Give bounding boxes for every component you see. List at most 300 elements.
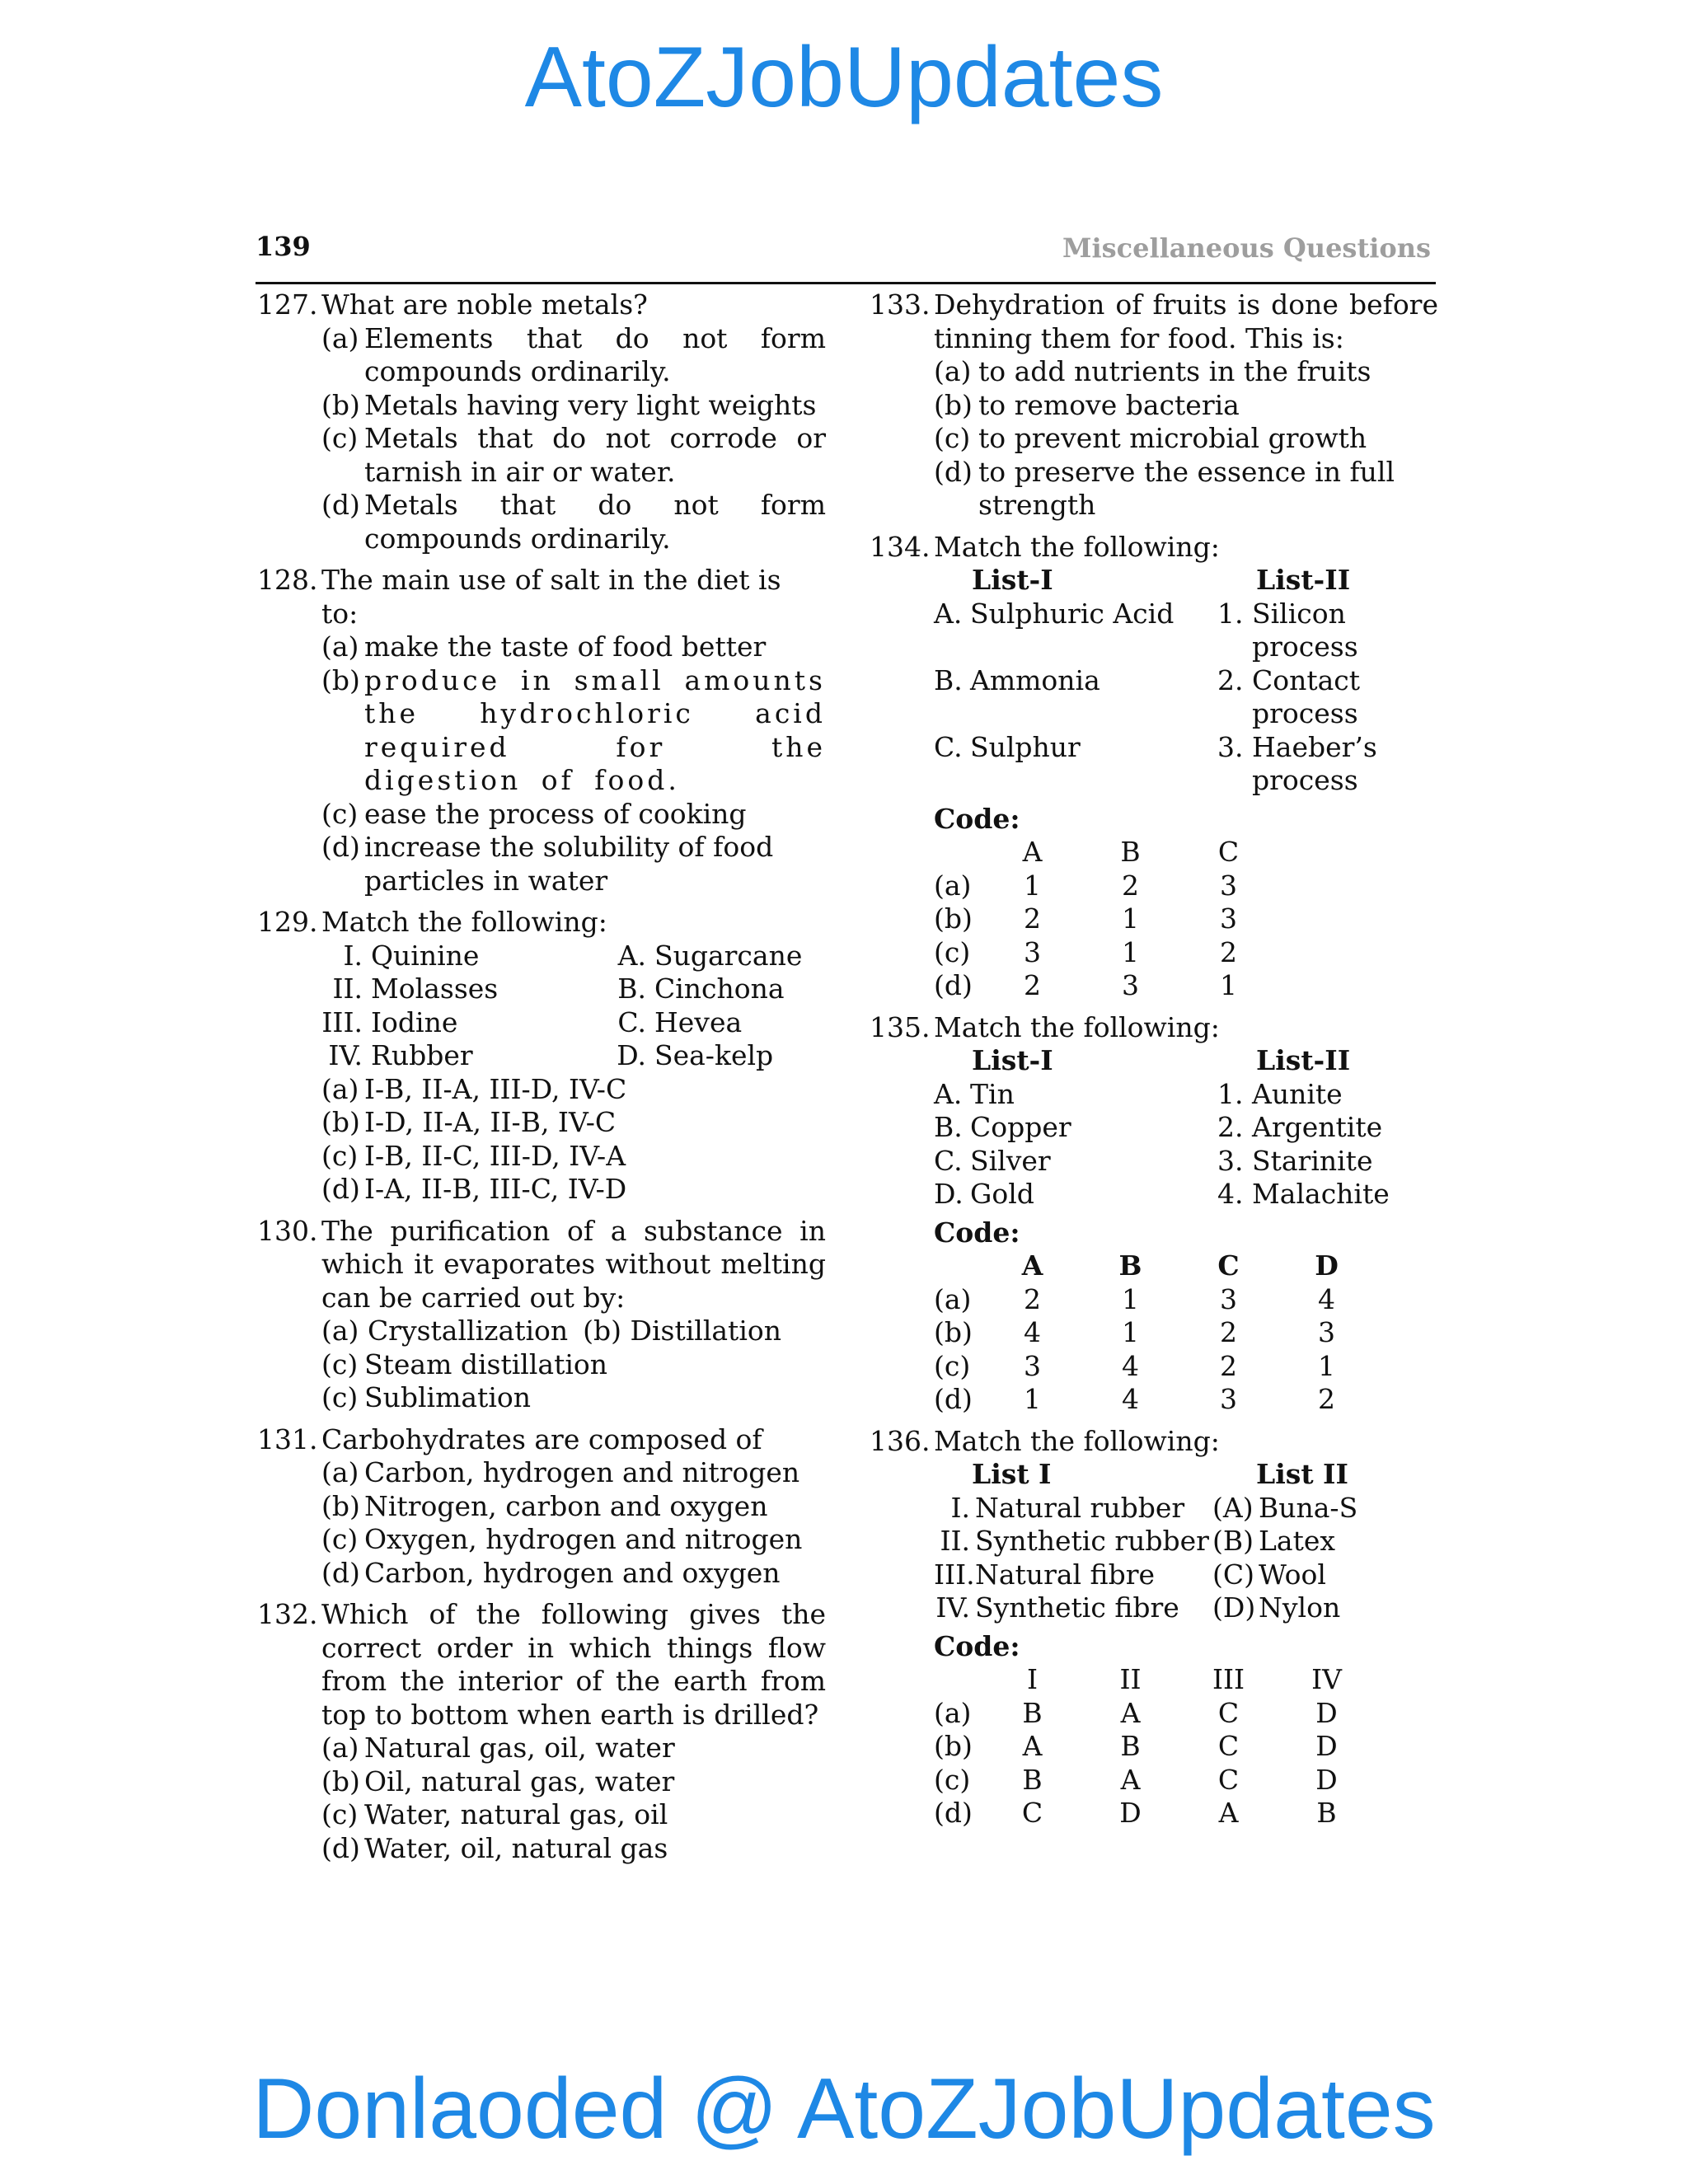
option-label: (b) bbox=[934, 388, 973, 421]
option-b bbox=[321, 1490, 826, 1524]
question-text: Dehydration of fruits is done before tinning them for food. This is: bbox=[934, 288, 1438, 354]
option-text: to preserve the essence in full strength bbox=[978, 455, 1395, 521]
option-c bbox=[321, 798, 826, 832]
code-cell: D bbox=[1119, 1797, 1142, 1829]
code-cell: 2 bbox=[1122, 869, 1139, 902]
option-label: (c) bbox=[321, 1347, 359, 1380]
option-text: produce in small amounts the hydrochloric acid required for the digestion of food. bbox=[364, 663, 826, 796]
question-130 bbox=[257, 1215, 826, 1415]
code-cell: C bbox=[1217, 1763, 1240, 1796]
code-row bbox=[934, 969, 1278, 1003]
code-cell: A bbox=[1120, 1763, 1141, 1796]
match-list bbox=[934, 598, 1438, 798]
match-row bbox=[934, 1178, 1438, 1212]
code-cell: 3 bbox=[1220, 902, 1237, 935]
row-label: 4. bbox=[1217, 1178, 1244, 1210]
question-129 bbox=[257, 906, 826, 1207]
code-cell: 1 bbox=[1122, 1282, 1139, 1315]
code-row bbox=[934, 1797, 1376, 1830]
option-d bbox=[321, 1173, 826, 1207]
option-label: (a) bbox=[934, 355, 972, 387]
option-label: (a) bbox=[321, 630, 359, 663]
row-label: II. bbox=[332, 972, 363, 1005]
code-cell: B bbox=[1022, 1763, 1043, 1796]
code-table bbox=[934, 1249, 1376, 1417]
question-number: 132. bbox=[257, 1598, 318, 1630]
left-item: Sulphuric Acid bbox=[970, 597, 1175, 630]
code-cell: 1 bbox=[1024, 869, 1041, 902]
code-cell: 3 bbox=[1122, 969, 1139, 1001]
code-cell: 4 bbox=[1024, 1316, 1041, 1348]
code-cell: 3 bbox=[1318, 1316, 1335, 1348]
left-item: Copper bbox=[970, 1111, 1071, 1143]
match-list bbox=[934, 1078, 1438, 1212]
option-c bbox=[321, 1140, 826, 1174]
left-item: Gold bbox=[970, 1178, 1034, 1210]
question-number: 130. bbox=[257, 1214, 318, 1247]
option-label: (c) bbox=[321, 422, 359, 454]
right-item bbox=[1252, 731, 1438, 798]
code-cell: A bbox=[1218, 1797, 1239, 1829]
code-cell: A bbox=[1022, 1730, 1043, 1762]
option-text: Water, oil, natural gas bbox=[364, 1831, 668, 1864]
code-row-label: (c) bbox=[934, 1349, 971, 1382]
right-item bbox=[1252, 598, 1438, 664]
match-list bbox=[934, 1492, 1438, 1625]
code-row-label: (d) bbox=[934, 1383, 973, 1415]
row-label: 1. bbox=[1217, 1077, 1244, 1110]
code-cell: 3 bbox=[1024, 1349, 1041, 1382]
question-text: Match the following: bbox=[321, 906, 607, 938]
code-cell: 3 bbox=[1220, 1383, 1237, 1415]
code-cell: 2 bbox=[1220, 935, 1237, 968]
question-number: 128. bbox=[257, 564, 318, 596]
code-header-row bbox=[934, 1249, 1376, 1283]
question-text: Which of the following gives the correct order in which things flow from the interior of the earth from top to bottom when earth is drilled? bbox=[321, 1598, 826, 1731]
question-text: What are noble metals? bbox=[321, 288, 648, 321]
option-c bbox=[321, 1798, 826, 1832]
option-text: I-B, II-A, III-D, IV-C bbox=[364, 1072, 627, 1105]
question-131 bbox=[257, 1423, 826, 1591]
option-b bbox=[321, 664, 826, 798]
code-row-label: (d) bbox=[934, 969, 973, 1001]
row-label: II. bbox=[940, 1525, 970, 1557]
question-number: 133. bbox=[870, 288, 931, 321]
option-label: (c) bbox=[321, 1139, 359, 1172]
match-row bbox=[321, 940, 816, 973]
list-1-heading: List I bbox=[972, 1458, 1052, 1490]
option-label: (a) bbox=[321, 1315, 359, 1347]
option-text: Metals that do not corrode or tarnish in air or water. bbox=[364, 422, 826, 488]
option-text: Metals having very light weights bbox=[364, 388, 817, 421]
question-text: Match the following: bbox=[934, 1424, 1220, 1457]
option-label: (b) bbox=[321, 1765, 360, 1797]
option-label: (a) bbox=[321, 1456, 359, 1488]
left-item: Sulphur bbox=[970, 730, 1081, 763]
code-cell: B bbox=[1022, 1696, 1043, 1729]
code-cell: D bbox=[1315, 1763, 1338, 1796]
option-d bbox=[321, 489, 826, 555]
right-item: Sugarcane bbox=[654, 939, 803, 972]
option-label: (c) bbox=[321, 1381, 359, 1413]
right-item: Argentite bbox=[1252, 1111, 1383, 1143]
code-row-label: (d) bbox=[934, 1797, 973, 1829]
right-item: Hevea bbox=[654, 1005, 743, 1038]
option-a bbox=[934, 355, 1438, 389]
row-label: (B) bbox=[1212, 1525, 1254, 1557]
match-row bbox=[321, 1039, 816, 1073]
question-132 bbox=[257, 1598, 826, 1865]
match-row bbox=[321, 1006, 816, 1040]
code-row-label: (a) bbox=[934, 869, 972, 902]
code-col-head: B bbox=[1120, 836, 1141, 868]
left-item: Quinine bbox=[371, 939, 480, 972]
code-cell: C bbox=[1217, 1696, 1240, 1729]
page-number: 139 bbox=[256, 231, 311, 262]
option-text: Sublimation bbox=[364, 1381, 531, 1413]
row-label: D. bbox=[934, 1178, 964, 1210]
row-label: C. bbox=[934, 1144, 963, 1177]
code-row-label: (a) bbox=[934, 1696, 972, 1729]
row-label: C. bbox=[617, 1005, 646, 1038]
code-row-label: (b) bbox=[934, 1316, 973, 1348]
option-label: (d) bbox=[321, 1556, 360, 1589]
code-cell: 4 bbox=[1122, 1383, 1139, 1415]
row-label: III. bbox=[934, 1558, 975, 1591]
row-label: III. bbox=[321, 1005, 363, 1038]
left-item: Natural rubber bbox=[975, 1491, 1185, 1524]
right-item: Malachite bbox=[1252, 1178, 1390, 1210]
code-col-head: A bbox=[1021, 1249, 1043, 1282]
option-c bbox=[321, 1381, 826, 1415]
option-text: Oxygen, hydrogen and nitrogen bbox=[364, 1523, 803, 1555]
left-item: Natural fibre bbox=[975, 1558, 1155, 1591]
match-row bbox=[934, 1591, 1438, 1625]
code-col-head: C bbox=[1217, 836, 1240, 868]
question-text: Match the following: bbox=[934, 1010, 1220, 1043]
option-label: (b) bbox=[321, 388, 360, 421]
code-col-head: D bbox=[1315, 1249, 1339, 1282]
row-label: D. bbox=[617, 1039, 646, 1071]
code-cell: 1 bbox=[1024, 1383, 1041, 1415]
option-text: make the taste of food better bbox=[364, 630, 767, 663]
list-header bbox=[934, 564, 1438, 598]
match-list bbox=[321, 940, 816, 1073]
code-cell: 2 bbox=[1220, 1349, 1237, 1382]
code-col-head: C bbox=[1217, 1249, 1240, 1282]
option-text: to add nutrients in the fruits bbox=[978, 355, 1372, 387]
code-cell: A bbox=[1120, 1696, 1141, 1729]
match-row bbox=[934, 1492, 1438, 1526]
right-item: Aunite bbox=[1252, 1077, 1343, 1110]
right-item-line: Haeber’s bbox=[1252, 730, 1377, 763]
option-d bbox=[934, 456, 1438, 523]
option-label: (c) bbox=[321, 1798, 359, 1830]
option-label: (d) bbox=[321, 1831, 360, 1864]
code-row bbox=[934, 1764, 1376, 1797]
question-127 bbox=[257, 288, 826, 555]
right-item: Buna-S bbox=[1259, 1491, 1358, 1524]
code-header-row bbox=[934, 836, 1278, 869]
right-item-line: Silicon bbox=[1252, 597, 1346, 630]
question-number: 127. bbox=[257, 288, 318, 321]
option-label: (d) bbox=[934, 455, 973, 488]
option-text: Distillation bbox=[630, 1315, 781, 1347]
option-b bbox=[321, 1106, 826, 1140]
option-c bbox=[321, 422, 826, 489]
row-label: IV. bbox=[935, 1591, 970, 1624]
option-text: I-B, II-C, III-D, IV-A bbox=[364, 1139, 626, 1172]
row-label: 3. bbox=[1217, 730, 1244, 763]
question-128 bbox=[257, 564, 826, 898]
code-cell: 2 bbox=[1024, 902, 1041, 935]
match-row bbox=[934, 1145, 1438, 1179]
page-header bbox=[256, 229, 1436, 284]
left-item: Synthetic fibre bbox=[975, 1591, 1179, 1624]
question-number: 135. bbox=[870, 1010, 931, 1043]
code-cell: D bbox=[1315, 1696, 1338, 1729]
code-row bbox=[934, 902, 1278, 936]
right-item: Wool bbox=[1259, 1558, 1326, 1591]
list-header bbox=[934, 1044, 1438, 1078]
match-row bbox=[321, 972, 816, 1006]
code-col-head: B bbox=[1118, 1249, 1142, 1282]
watermark-bottom: Donlaoded @ AtoZJobUpdates bbox=[252, 2061, 1436, 2157]
question-number: 129. bbox=[257, 906, 318, 938]
option-c bbox=[321, 1348, 826, 1382]
row-label: (D) bbox=[1212, 1591, 1256, 1624]
code-cell: C bbox=[1021, 1797, 1043, 1829]
code-heading: Code: bbox=[934, 802, 1020, 835]
question-text: Match the following: bbox=[934, 530, 1220, 563]
right-item: Latex bbox=[1259, 1525, 1335, 1557]
row-label: (C) bbox=[1212, 1558, 1254, 1591]
option-text: Elements that do not form compounds ordinarily. bbox=[364, 321, 826, 387]
code-col-head: III bbox=[1212, 1663, 1245, 1695]
right-item-line: process bbox=[1252, 630, 1358, 663]
option-a bbox=[321, 1456, 826, 1490]
code-cell: 2 bbox=[1024, 969, 1041, 1001]
right-column bbox=[870, 288, 1438, 1839]
option-label: (c) bbox=[934, 422, 971, 454]
code-cell: 2 bbox=[1318, 1383, 1335, 1415]
code-col-head: I bbox=[1026, 1663, 1039, 1695]
code-cell: B bbox=[1316, 1797, 1337, 1829]
match-row bbox=[934, 1558, 1438, 1592]
code-row bbox=[934, 1283, 1376, 1317]
question-text: The purification of a substance in which it evaporates without melting can be carried out by: bbox=[321, 1214, 826, 1314]
row-label: 2. bbox=[1217, 1111, 1244, 1143]
question-text: The main use of salt in the diet is to: bbox=[321, 564, 781, 630]
code-row bbox=[934, 1697, 1376, 1731]
option-text: Steam distillation bbox=[364, 1347, 608, 1380]
match-row bbox=[934, 1111, 1438, 1145]
code-row bbox=[934, 936, 1278, 970]
option-text: to remove bacteria bbox=[978, 388, 1240, 421]
option-a bbox=[321, 1732, 826, 1765]
option-text: Carbon, hydrogen and oxygen bbox=[364, 1556, 781, 1589]
code-row bbox=[934, 1316, 1376, 1350]
left-item: Silver bbox=[970, 1144, 1051, 1177]
option-label: (a) bbox=[321, 321, 359, 354]
option-label: (c) bbox=[321, 1523, 359, 1555]
option-label: (d) bbox=[321, 489, 360, 521]
question-134 bbox=[870, 531, 1438, 1003]
option-text: I-A, II-B, III-C, IV-D bbox=[364, 1173, 627, 1205]
option-text: I-D, II-A, II-B, IV-C bbox=[364, 1106, 617, 1138]
option-c bbox=[321, 1523, 826, 1557]
right-item: Sea-kelp bbox=[654, 1039, 774, 1071]
option-text: Metals that do not form compounds ordinarily. bbox=[364, 489, 826, 555]
row-label: A. bbox=[934, 597, 963, 630]
question-number: 136. bbox=[870, 1424, 931, 1457]
option-label: (c) bbox=[321, 797, 359, 830]
left-item: Ammonia bbox=[970, 663, 1100, 696]
row-label: 1. bbox=[1217, 597, 1244, 630]
match-row bbox=[934, 1078, 1438, 1112]
code-row-label: (a) bbox=[934, 1282, 972, 1315]
row-label: (A) bbox=[1212, 1491, 1254, 1524]
row-label: C. bbox=[934, 730, 963, 763]
option-d bbox=[321, 1557, 826, 1591]
option-label: (b) bbox=[583, 1315, 622, 1347]
code-cell: B bbox=[1120, 1730, 1141, 1762]
code-cell: 4 bbox=[1122, 1349, 1139, 1382]
row-label: A. bbox=[934, 1077, 963, 1110]
left-item: Iodine bbox=[371, 1005, 458, 1038]
code-row-label: (b) bbox=[934, 1730, 973, 1762]
option-b bbox=[934, 389, 1438, 423]
option-text: Oil, natural gas, water bbox=[364, 1765, 675, 1797]
option-label: (d) bbox=[321, 831, 360, 863]
right-item bbox=[1252, 664, 1438, 731]
code-row bbox=[934, 1383, 1376, 1417]
option-a bbox=[321, 630, 826, 664]
match-row bbox=[934, 664, 1438, 731]
question-135 bbox=[870, 1011, 1438, 1417]
option-b bbox=[321, 1765, 826, 1799]
option-d bbox=[321, 1832, 826, 1866]
right-item: Starinite bbox=[1252, 1144, 1373, 1177]
row-label: I. bbox=[950, 1491, 970, 1524]
question-text: Carbohydrates are composed of bbox=[321, 1422, 762, 1455]
row-label: B. bbox=[617, 972, 646, 1005]
option-text: Carbon, hydrogen and nitrogen bbox=[364, 1456, 800, 1488]
code-cell: 3 bbox=[1024, 935, 1041, 968]
code-cell: 1 bbox=[1122, 902, 1139, 935]
match-row bbox=[934, 731, 1438, 798]
code-row bbox=[934, 869, 1278, 903]
code-cell: D bbox=[1315, 1730, 1338, 1762]
code-cell: 1 bbox=[1122, 1316, 1139, 1348]
option-b bbox=[321, 389, 826, 423]
code-cell: 2 bbox=[1024, 1282, 1041, 1315]
option-text: to prevent microbial growth bbox=[978, 422, 1367, 454]
row-label: B. bbox=[934, 1111, 963, 1143]
code-row-label: (c) bbox=[934, 935, 971, 968]
left-item: Rubber bbox=[371, 1039, 473, 1071]
row-label: IV. bbox=[328, 1039, 363, 1071]
right-item-line: Contact bbox=[1252, 663, 1361, 696]
code-col-head: II bbox=[1119, 1663, 1142, 1695]
option-text: ease the process of cooking bbox=[364, 797, 747, 830]
code-row-label: (c) bbox=[934, 1763, 971, 1796]
option-text: increase the solubility of food particles in water bbox=[364, 831, 774, 897]
code-cell: 1 bbox=[1318, 1349, 1335, 1382]
left-item: Synthetic rubber bbox=[975, 1525, 1209, 1557]
option-label: (b) bbox=[321, 1106, 360, 1138]
left-item: Molasses bbox=[371, 972, 499, 1005]
left-column bbox=[257, 288, 826, 1873]
row-label: 2. bbox=[1217, 663, 1244, 696]
option-a-b bbox=[321, 1315, 826, 1348]
list-2-heading: List II bbox=[1256, 1458, 1348, 1490]
option-label: (b) bbox=[321, 663, 360, 696]
option-a bbox=[321, 1073, 826, 1107]
option-text: Water, natural gas, oil bbox=[364, 1798, 668, 1830]
list-1-heading: List-I bbox=[972, 1044, 1053, 1076]
code-cell: 4 bbox=[1318, 1282, 1335, 1315]
row-label: A. bbox=[617, 939, 646, 972]
right-item: Nylon bbox=[1259, 1591, 1341, 1624]
code-cell: 1 bbox=[1122, 935, 1139, 968]
match-row bbox=[934, 1525, 1438, 1558]
code-row bbox=[934, 1730, 1376, 1764]
code-cell: 3 bbox=[1220, 869, 1237, 902]
right-item-line: process bbox=[1252, 697, 1358, 729]
right-item: Cinchona bbox=[654, 972, 785, 1005]
code-cell: C bbox=[1217, 1730, 1240, 1762]
option-d bbox=[321, 831, 826, 898]
option-label: (a) bbox=[321, 1072, 359, 1105]
question-136 bbox=[870, 1425, 1438, 1830]
list-2-heading: List-II bbox=[1256, 564, 1351, 596]
list-header bbox=[934, 1458, 1438, 1492]
match-row bbox=[934, 598, 1438, 664]
list-2-heading: List-II bbox=[1256, 1044, 1351, 1076]
code-table bbox=[934, 836, 1278, 1003]
code-row bbox=[934, 1350, 1376, 1384]
code-col-head: IV bbox=[1311, 1663, 1342, 1695]
code-cell: 3 bbox=[1220, 1282, 1237, 1315]
watermark-top: AtoZJobUpdates bbox=[524, 30, 1164, 125]
option-label: (a) bbox=[321, 1732, 359, 1764]
option-label: (b) bbox=[321, 1489, 360, 1522]
option-label: (d) bbox=[321, 1173, 360, 1205]
option-a bbox=[321, 322, 826, 389]
code-row-label: (b) bbox=[934, 902, 973, 935]
code-col-head: A bbox=[1022, 836, 1043, 868]
row-label: B. bbox=[934, 663, 963, 696]
row-label: 3. bbox=[1217, 1144, 1244, 1177]
code-heading: Code: bbox=[934, 1216, 1020, 1249]
option-text: Nitrogen, carbon and oxygen bbox=[364, 1489, 768, 1522]
section-title: Miscellaneous Questions bbox=[1062, 232, 1431, 264]
question-number: 131. bbox=[257, 1422, 318, 1455]
right-item-line: process bbox=[1252, 764, 1358, 796]
list-1-heading: List-I bbox=[972, 564, 1053, 596]
code-cell: 2 bbox=[1220, 1316, 1237, 1348]
code-heading: Code: bbox=[934, 1629, 1020, 1662]
question-number: 134. bbox=[870, 530, 931, 563]
option-text: Natural gas, oil, water bbox=[364, 1732, 675, 1764]
code-cell: 1 bbox=[1220, 969, 1237, 1001]
question-133 bbox=[870, 288, 1438, 523]
option-c bbox=[934, 422, 1438, 456]
code-table bbox=[934, 1663, 1376, 1830]
left-item: Tin bbox=[970, 1077, 1015, 1110]
option-text: Crystallization bbox=[367, 1315, 569, 1347]
